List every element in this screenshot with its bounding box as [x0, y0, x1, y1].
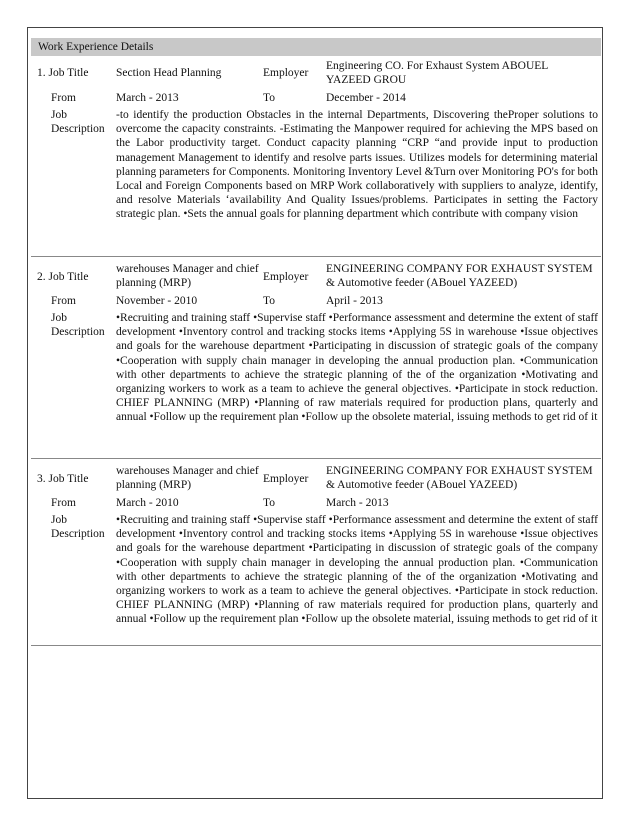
- to-value: December - 2014: [326, 92, 406, 104]
- employer-value: Engineering CO. For Exhaust System ABOUEL YAZEED GROU: [326, 60, 548, 87]
- employer-label: Employer: [263, 271, 309, 283]
- entry-divider: [31, 256, 601, 257]
- section-title: Work Experience Details: [38, 41, 154, 53]
- entry-number: 1.: [37, 67, 46, 79]
- employer-value: ENGINEERING COMPANY FOR EXHAUST SYSTEM & Automotive feeder (ABouel YAZEED): [326, 465, 593, 492]
- from-label: From: [51, 497, 76, 509]
- job-label: Job: [51, 514, 67, 526]
- to-label: To: [263, 497, 275, 509]
- description-label: Description: [51, 326, 105, 339]
- entry-number-label: [37, 270, 117, 284]
- entry-number: 3.: [37, 473, 46, 485]
- job-title-label: Job Title: [48, 271, 89, 283]
- job-label: Job: [51, 109, 67, 121]
- from-label: From: [51, 295, 76, 307]
- description-label: Description: [51, 528, 105, 541]
- employer-value: ENGINEERING COMPANY FOR EXHAUST SYSTEM & Automotive feeder (ABouel YAZEED): [326, 263, 593, 290]
- job-label: Job: [51, 312, 67, 324]
- job-description: •Recruiting and training staff •Supervise staff •Performance assessment and determine the extent of staff development •Inventory control and tracking stocks items •Applying 5S in warehouse •Issue objectives and goals for the warehouse department •Participating in discussion of strategic goals of the company •Cooperation with supply chain manager in developing the annual production plan. •Communication with other departments to achieve the strategic planning of the of the organization •Motivating and organizing workers to work as a team to achieve the general objectives. •Participate in stock reduction. CHIEF PLANNING (MRP) •Planning of raw materials required for production plans, quarterly and annual •Follow up the requirement plan •Follow up the obsolete material, issuing methods to get rid of it: [116, 312, 598, 424]
- from-value: March - 2010: [116, 497, 179, 509]
- from-value: November - 2010: [116, 295, 198, 307]
- entry-divider: [31, 645, 601, 646]
- employer-label: Employer: [263, 67, 309, 79]
- entry-divider: [31, 458, 601, 459]
- job-title-value: warehouses Manager and chief planning (MRP): [116, 263, 259, 290]
- entry-number: 2.: [37, 271, 46, 283]
- job-title-value: warehouses Manager and chief planning (MRP): [116, 465, 259, 492]
- to-label: To: [263, 295, 275, 307]
- to-value: March - 2013: [326, 497, 389, 509]
- job-description: -to identify the production Obstacles in the internal Departments, Discovering theProper solutions to overcome the capacity constraints. -Estimating the Manpower required for achieving the MPS based on the Labor productivity target. Conduct capacity planning “CRP “and provide input to production management Management to identify and resolve parts issues. Utilizes models for determining material planning parameters for Components. Monitoring Inventory Level &Turn over Monitoring PO's for both Local and Foreign Components based on MRP Work collaboratively with suppliers to analyze, identify, and resolve Materials ‘availability And Quality Issues/problems. Participates in setting the Factory strategic plan. •Sets the annual goals for planning department which contribute with company vision: [116, 109, 598, 221]
- job-title-label: Job Title: [48, 67, 89, 79]
- from-value: March - 2013: [116, 92, 179, 104]
- job-description: •Recruiting and training staff •Supervise staff •Performance assessment and determine the extent of staff development •Inventory control and tracking stocks items •Applying 5S in warehouse •Issue objectives and goals for the warehouse department •Participating in discussion of strategic goals of the company •Cooperation with supply chain manager in developing the annual production plan. •Communication with other departments to achieve the strategic planning of the of the organization •Motivating and organizing workers to work as a team to achieve the general objectives. •Participate in stock reduction. CHIEF PLANNING (MRP) •Planning of raw materials required for production plans, quarterly and annual •Follow up the requirement plan •Follow up the obsolete material, issuing methods to get rid of it: [116, 514, 598, 626]
- entry-number-label: [37, 472, 117, 486]
- description-label: Description: [51, 123, 105, 136]
- section-header: [31, 38, 601, 56]
- employer-label: Employer: [263, 473, 309, 485]
- entry-number-label: [37, 66, 117, 80]
- to-value: April - 2013: [326, 295, 383, 307]
- to-label: To: [263, 92, 275, 104]
- from-label: From: [51, 92, 76, 104]
- job-title-value: Section Head Planning: [116, 67, 222, 79]
- job-title-label: Job Title: [48, 473, 89, 485]
